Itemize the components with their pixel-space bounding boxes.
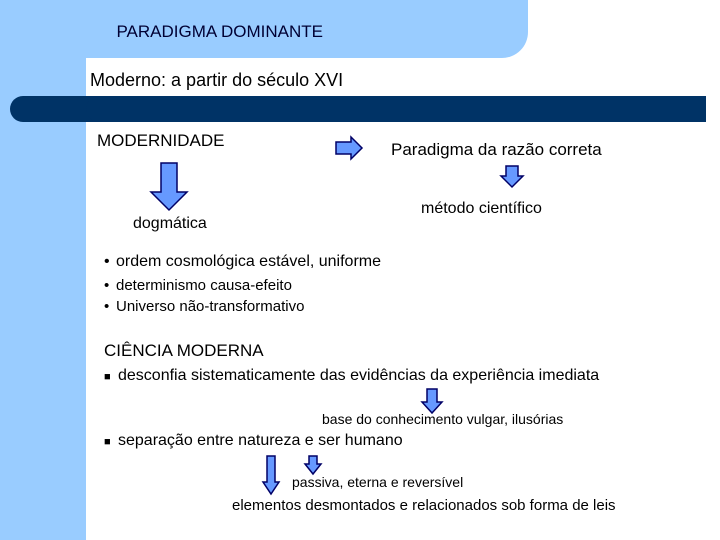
right-arrow-icon	[335, 136, 363, 160]
note-conhecimento-vulgar: base do conhecimento vulgar, ilusórias	[322, 411, 564, 427]
left-accent-band	[0, 0, 86, 540]
down-arrow-icon	[149, 162, 189, 212]
bullet-icon: •	[104, 277, 110, 294]
paradigma-razao-label: Paradigma da razão correta	[391, 140, 602, 159]
square-bullet-icon: ■	[104, 371, 111, 383]
modernidade-label: MODERNIDADE	[97, 131, 225, 150]
list-item: • Universo não-transformativo	[104, 298, 305, 315]
list-item: ■ desconfia sistematicamente das evidências da experiência imediata	[104, 367, 600, 384]
down-arrow-icon	[304, 455, 322, 475]
metodo-cientifico-label: método científico	[421, 200, 542, 217]
list-item: ■ separação entre natureza e ser humano	[104, 432, 403, 449]
list-item: • ordem cosmológica estável, uniforme	[104, 253, 382, 270]
list-item: • determinismo causa-efeito	[104, 277, 292, 294]
down-arrow-icon	[262, 455, 280, 495]
square-bullet-icon: ■	[104, 436, 111, 448]
bullet-icon: •	[104, 253, 110, 270]
down-arrow-icon	[500, 165, 524, 189]
title-box	[86, 0, 528, 58]
divider-bar	[86, 96, 706, 122]
page-title: PARADIGMA DOMINANTE	[116, 22, 323, 41]
dogmatica-label: dogmática	[133, 215, 207, 232]
note-elementos: elementos desmontados e relacionados sob forma de leis	[232, 497, 616, 514]
bullet-icon: •	[104, 298, 110, 315]
note-passiva: passiva, eterna e reversível	[292, 474, 464, 490]
ciencia-moderna-heading: CIÊNCIA MODERNA	[104, 341, 264, 360]
page-subtitle: Moderno: a partir do século XVI	[90, 70, 344, 90]
